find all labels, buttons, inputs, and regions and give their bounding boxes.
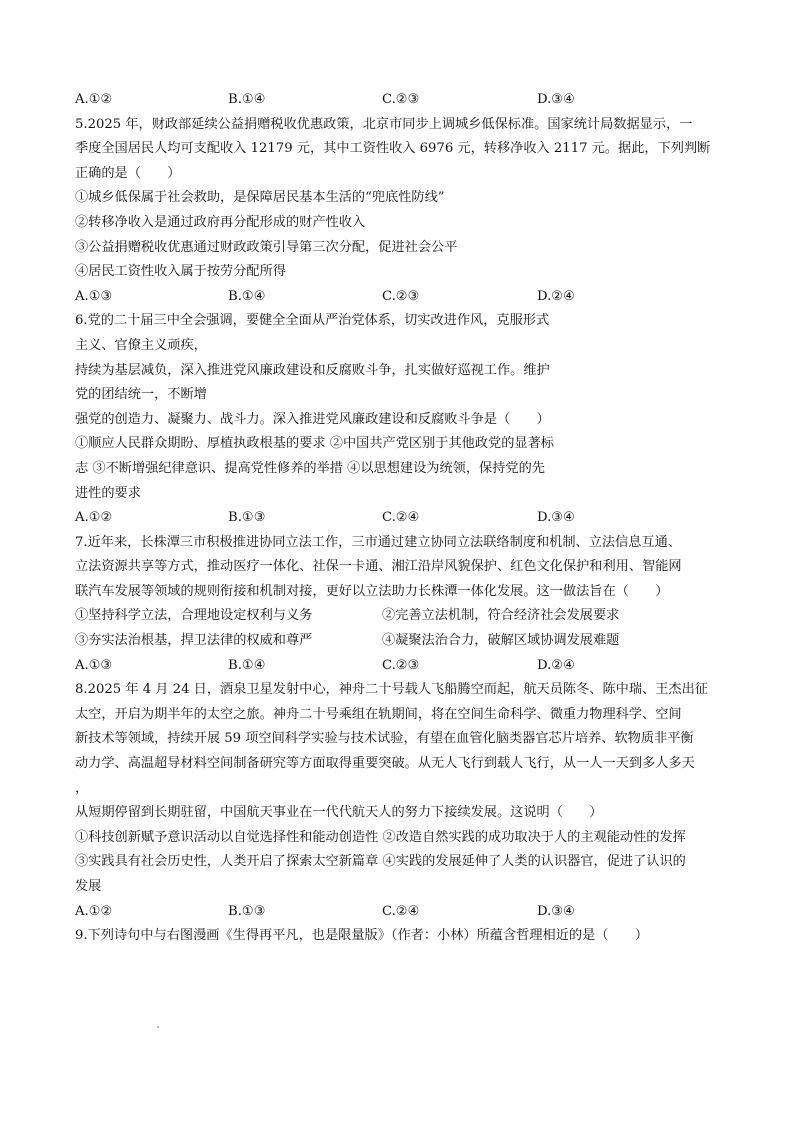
q5-stem-line: 正确的是（ ） xyxy=(75,165,181,181)
q7-statement: ①坚持科学立法，合理地设定权利与义务 xyxy=(75,608,313,624)
option-d[interactable]: D.③④ xyxy=(537,903,575,919)
option-c[interactable]: C.②④ xyxy=(382,510,420,526)
q6-options xyxy=(75,506,735,531)
q6-line: 6.党的二十届三中全会强调，要健全全面从严治党体系，切实改进作风，克服形式 xyxy=(75,313,550,329)
question-5 xyxy=(75,113,735,310)
q7-stem-line: 联汽车发展等领域的规则衔接和机制对接，更好以立法助力长株潭一体化发展。这一做法旨在（ ） xyxy=(75,583,669,599)
option-d[interactable]: D.②④ xyxy=(537,657,575,673)
option-b[interactable]: B.①④ xyxy=(228,92,266,107)
q8-line: 新技术等领域，持续开展 59 项空间科学实验与技术试验，有望在血管化脑类器官芯片培养、软物质非平衡 xyxy=(75,731,694,747)
q6-line: 进性的要求 xyxy=(75,485,141,501)
q5-statement: ③公益捐赠税收优惠通过财政政策引导第三次分配，促进社会公平 xyxy=(75,239,458,255)
option-a[interactable]: A.①③ xyxy=(75,657,113,673)
q8-line: 动力学、高温超导材料空间制备研究等方面取得重要突破。从无人飞行到载人飞行，从一人一天到多人多天 xyxy=(75,756,695,772)
q8-line: 从短期停留到长期驻留，中国航天事业在一代代航天人的努力下接续发展。这说明（ ） xyxy=(75,805,603,821)
exam-page xyxy=(75,88,735,949)
q9-stem-line: 9.下列诗句中与右图漫画《生得再平凡，也是限量版》（作者：小林）所蕴含哲理相近的是（ ） xyxy=(75,928,649,944)
option-a[interactable]: A.①② xyxy=(75,510,113,526)
q8-line: 太空，开启为期半年的太空之旅。神舟二十号乘组在轨期间，将在空间生命科学、微重力物理科学、空间 xyxy=(75,706,682,722)
q4-options xyxy=(75,88,735,113)
option-c[interactable]: C.②④ xyxy=(382,903,420,919)
q5-statement: ④居民工资性收入属于按劳分配所得 xyxy=(75,264,286,280)
q6-line: ①顺应人民群众期盼、厚植执政根基的要求 ②中国共产党区别于其他政党的显著标 xyxy=(75,436,554,452)
q7-options xyxy=(75,654,735,679)
option-a[interactable]: A.①② xyxy=(75,903,113,919)
q6-line: 持续为基层减负，深入推进党风廉政建设和反腐败斗争，扎实做好巡视工作。维护 xyxy=(75,362,550,378)
q8-line: 发展 xyxy=(75,879,102,894)
q7-statement: ④凝聚法治合力，破解区域协调发展难题 xyxy=(382,633,620,649)
option-b[interactable]: B.①④ xyxy=(228,657,266,673)
q8-options xyxy=(75,900,735,925)
option-d[interactable]: D.③④ xyxy=(537,510,575,526)
q6-line: 志 ③不断增强纪律意识、提高党性修养的举措 ④以思想建设为统领，保持党的先 xyxy=(75,460,545,476)
option-a[interactable]: A.①③ xyxy=(75,288,113,304)
q7-stem-line: 立法资源共享等方式，推动医疗一体化、社保一卡通、湘江沿岸风貌保护、红色文化保护和利用、智能网 xyxy=(75,559,682,575)
q8-line: ③实践具有社会历史性，人类开启了探索太空新篇章 ④实践的发展延伸了人类的认识器官，促进了认识的 xyxy=(75,854,686,870)
q5-statement: ①城乡低保属于社会救助，是保障居民基本生活的“兜底性防线” xyxy=(75,190,445,206)
question-9 xyxy=(75,924,735,949)
q7-statement: ②完善立法机制，符合经济社会发展要求 xyxy=(382,608,620,624)
question-8 xyxy=(75,678,735,924)
option-b[interactable]: B.①③ xyxy=(228,510,266,526)
q5-stem-line: 5.2025 年，财政部延续公益捐赠税收优惠政策，北京市同步上调城乡低保标准。国家统计局数据显示，一 xyxy=(75,116,693,132)
q5-options xyxy=(75,285,735,310)
option-a[interactable]: A.①② xyxy=(75,92,113,107)
q6-line: 强党的创造力、凝聚力、战斗力。深入推进党风廉政建设和反腐败斗争是（ ） xyxy=(75,411,550,427)
option-d[interactable]: D.②④ xyxy=(537,288,575,304)
q8-line: 8.2025 年 4 月 24 日，酒泉卫星发射中心，神舟二十号载人飞船腾空而起，航天员陈冬、陈中瑞、王杰出征 xyxy=(75,682,708,698)
q7-statement-row xyxy=(75,629,735,654)
question-7 xyxy=(75,531,735,679)
option-b[interactable]: B.①④ xyxy=(228,288,266,304)
q7-statement: ③夯实法治根基，捍卫法律的权威和尊严 xyxy=(75,633,313,649)
q6-line: 党的团结统一，不断增 xyxy=(75,387,207,403)
option-c[interactable]: C.②③ xyxy=(382,92,420,107)
question-6 xyxy=(75,309,735,530)
option-d[interactable]: D.③④ xyxy=(537,92,575,107)
q7-stem-line: 7.近年来，长株潭三市积极推进协同立法工作，三市通过建立协同立法联络制度和机制、立法信息互通、 xyxy=(75,534,682,550)
q8-line: ①科技创新赋予意识活动以自觉选择性和能动创造性 ②改造自然实践的成功取决于人的主观能动性的发挥 xyxy=(75,829,686,845)
q6-line: 主义、官僚主义顽疾， xyxy=(75,337,207,353)
q5-statement: ②转移净收入是通过政府再分配形成的财产性收入 xyxy=(75,214,366,230)
option-c[interactable]: C.②③ xyxy=(382,657,420,673)
option-b[interactable]: B.①③ xyxy=(228,903,266,919)
q7-statement-row xyxy=(75,604,735,629)
q8-line: ， xyxy=(75,780,89,796)
q5-stem-line: 季度全国居民人均可支配收入 12179 元，其中工资性收入 6976 元，转移净收入 2117 元。据此，下列判断 xyxy=(75,141,711,157)
scan-speck xyxy=(157,1026,159,1028)
option-c[interactable]: C.②③ xyxy=(382,288,420,304)
